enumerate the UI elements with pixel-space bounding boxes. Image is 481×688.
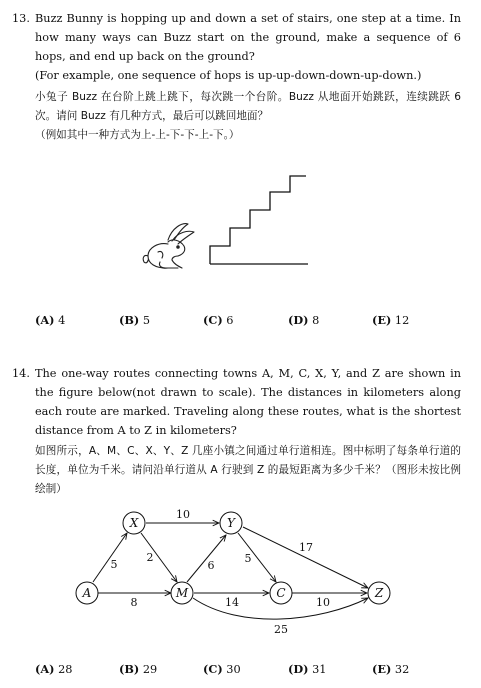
edge-label-c-z: 10 <box>316 596 330 609</box>
q13-choice-b[interactable]: (B) 5 <box>119 313 151 327</box>
edge-label-m-c: 14 <box>225 596 239 609</box>
q13-choice-a[interactable]: (A) 4 <box>35 313 66 327</box>
edge-label-x-y: 10 <box>176 508 190 521</box>
q14-choice-a[interactable]: (A) 28 <box>35 662 73 676</box>
bunny-illustration <box>138 222 200 272</box>
q13-text-zh: 小兔子 Buzz 在台阶上跳上跳下，每次跳一个台阶。Buzz 从地面开始跳跃，连续跳跃 6 次。请问 Buzz 有几种方式，最后可以跳回地面？ <box>35 91 461 122</box>
q13-text-en: Buzz Bunny is hopping up and down a set of stairs, one step at a time. In how many ways can Buzz start on the ground, make a sequence of 6 hops, and end up back on the ground? <box>35 12 461 63</box>
node-x-label: X <box>129 516 139 530</box>
q14-choice-d[interactable]: (D) 31 <box>288 662 327 676</box>
node-m-label: M <box>175 586 189 600</box>
edge-label-y-z: 17 <box>299 541 313 554</box>
q14-text-zh: 如图所示，A、M、C、X、Y、Z 几座小镇之间通过单行道相连。图中标明了每条单行道的长度，单位为千米。请问沿单行道从 A 行驶到 Z 的最短距离为多少千米？（图形未按比例绘制） <box>35 445 461 495</box>
edge-label-m-z: 25 <box>274 623 288 636</box>
q13-example-en: (For example, one sequence of hops is up-up-down-down-up-down.) <box>35 69 422 82</box>
edge-y-z <box>243 527 368 588</box>
q14-number: 14. <box>12 367 30 380</box>
edge-label-a-m: 8 <box>130 596 138 609</box>
edge-label-m-y: 6 <box>207 559 215 572</box>
q13-number: 13. <box>12 12 30 25</box>
edge-label-a-x: 5 <box>110 558 118 571</box>
q14-choice-c[interactable]: (C) 30 <box>203 662 241 676</box>
stairs-illustration <box>206 172 312 268</box>
q13-choice-d[interactable]: (D) 8 <box>288 313 320 327</box>
q14-choice-e[interactable]: (E) 32 <box>372 662 410 676</box>
node-z-label: Z <box>374 586 384 600</box>
route-graph <box>0 500 481 650</box>
node-a-label: A <box>82 586 92 600</box>
edge-label-x-m: 2 <box>146 551 154 564</box>
q14-text-en: The one-way routes connecting towns A, M, C, X, Y, and Z are shown in the figure below(not drawn to scale). The distances in kilometers along each route are marked. Traveling along these routes, what is the shortest distance from A to Z in kilometers? <box>35 367 461 437</box>
q13-choice-e[interactable]: (E) 12 <box>372 313 410 327</box>
q14-choice-b[interactable]: (B) 29 <box>119 662 158 676</box>
q13-choice-c[interactable]: (C) 6 <box>203 313 234 327</box>
node-c-label: C <box>276 586 286 600</box>
edge-m-y <box>187 535 226 582</box>
node-y-label: Y <box>227 516 235 530</box>
q13-example-zh: （例如其中一种方式为上-上-下-下-上-下。） <box>35 129 240 141</box>
edge-label-y-c: 5 <box>244 552 252 565</box>
